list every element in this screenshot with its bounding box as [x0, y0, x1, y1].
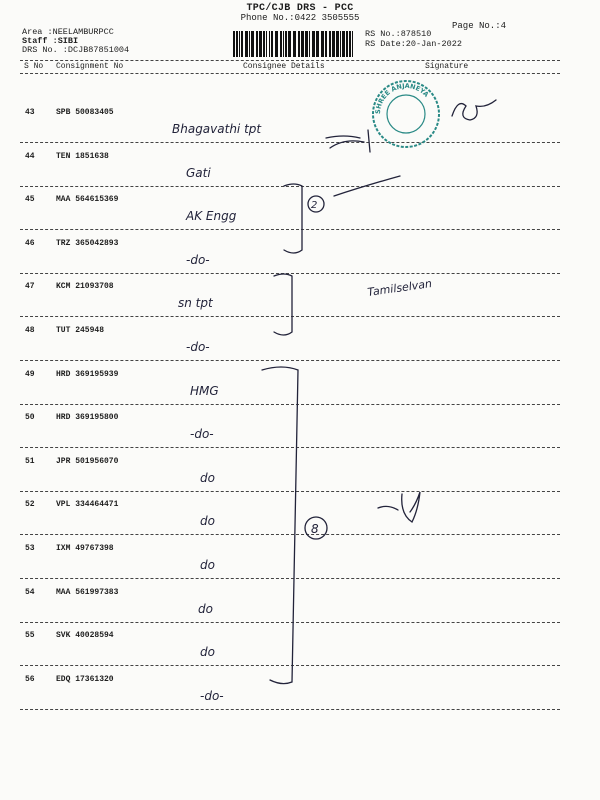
header-divider-top	[20, 60, 560, 61]
barcode-bar	[352, 31, 353, 57]
row-divider	[20, 447, 560, 448]
barcode-bar	[233, 31, 235, 57]
barcode-bar	[321, 31, 324, 57]
consignee-note: -do-	[186, 252, 210, 267]
consignee-note: -do-	[190, 427, 214, 442]
barcode-bar	[298, 31, 300, 57]
barcode-bar	[236, 31, 238, 57]
row-divider	[20, 186, 560, 187]
consignee-note: -do-	[200, 688, 224, 703]
svg-text:SHREE ANJANEYA	[374, 82, 430, 114]
row-divider	[20, 360, 560, 361]
barcode-bar	[285, 31, 287, 57]
row-number: 55	[25, 631, 35, 641]
row-divider	[20, 229, 560, 230]
barcode-bar	[275, 31, 278, 57]
consignee-note: do	[200, 514, 215, 529]
barcode-bar	[288, 31, 291, 57]
row-number: 50	[25, 413, 35, 423]
barcode-bar	[329, 31, 331, 57]
bracket-number-8: 8	[311, 522, 319, 536]
barcode	[233, 31, 355, 57]
consignment-number: SPB 50083405	[56, 108, 114, 117]
barcode-bar	[316, 31, 319, 57]
row-number: 48	[25, 326, 35, 335]
consignment-number: HRD 369195939	[56, 369, 119, 379]
barcode-bar	[269, 31, 270, 57]
rs-number: RS No.:878510	[365, 29, 432, 39]
barcode-bar	[305, 31, 308, 57]
consignee-note: do	[200, 558, 215, 572]
consignee-note: do	[200, 645, 215, 660]
rs-date: RS Date:20-Jan-2022	[365, 39, 462, 49]
barcode-bar	[346, 31, 348, 57]
bracket-number-2: 2	[311, 200, 318, 211]
consignee-note: do	[200, 470, 215, 485]
barcode-bar	[249, 31, 250, 57]
consignment-number: TEN 1851638	[56, 151, 109, 161]
consignment-number: VPL 334464471	[56, 500, 119, 510]
row-number: 44	[25, 151, 35, 161]
barcode-bar	[283, 31, 284, 57]
barcode-bar	[293, 31, 296, 57]
barcode-bar	[325, 31, 327, 57]
area-label: Area :NEELAMBURPCC	[22, 27, 114, 37]
consignee-note: sn tpt	[178, 296, 213, 311]
consignment-number: TUT 245948	[56, 326, 105, 335]
barcode-bar	[332, 31, 335, 57]
consignment-number: HRD 369195800	[56, 413, 119, 423]
barcode-bar	[266, 31, 267, 57]
row-number: 51	[25, 456, 35, 466]
signature-row-53	[378, 492, 420, 522]
signature-row-44	[326, 130, 370, 152]
row-number: 47	[25, 282, 35, 292]
consignment-number: EDQ 17361320	[56, 674, 114, 684]
phone-number: Phone No.:0422 3505555	[240, 13, 360, 23]
barcode-bar	[340, 31, 341, 57]
row-number: 53	[25, 544, 35, 553]
column-header-sno: S No	[24, 62, 44, 71]
row-number: 52	[25, 500, 35, 510]
barcode-bar	[312, 31, 315, 57]
consignee-note: -do-	[186, 340, 210, 354]
row-divider	[20, 491, 560, 492]
consignee-note: do	[198, 601, 213, 616]
row-number: 49	[25, 369, 35, 379]
consignment-number: MAA 561997383	[56, 587, 119, 597]
column-header-signature: Signature	[425, 62, 469, 71]
barcode-bar	[349, 31, 351, 57]
stamp-text: SHREE ANJANEYA	[373, 81, 431, 115]
row-divider	[20, 273, 560, 274]
consignment-number: SVK 40028594	[56, 631, 114, 641]
bracket-49-56	[262, 367, 298, 684]
company-stamp	[370, 78, 442, 150]
row-number: 45	[25, 195, 35, 205]
row-divider	[20, 709, 560, 710]
row-divider	[20, 404, 560, 405]
barcode-bar	[336, 31, 339, 57]
document-title: TPC/CJB DRS - PCC	[246, 3, 354, 14]
consignee-note: Gati	[186, 165, 211, 180]
consignment-number: KCM 21093708	[56, 282, 114, 292]
barcode-bar	[301, 31, 304, 57]
column-header-details: Consignee Details	[243, 62, 325, 71]
column-header-consignment: Consignment No	[56, 62, 124, 71]
staff-label: Staff :SIBI	[22, 36, 79, 46]
consignment-number: TRZ 365042893	[56, 238, 119, 248]
barcode-bar	[241, 31, 243, 57]
bracket-47-48	[274, 274, 292, 335]
barcode-bar	[245, 31, 248, 57]
barcode-bar	[280, 31, 282, 57]
barcode-bar	[251, 31, 254, 57]
consignment-number: MAA 564615369	[56, 195, 119, 205]
consignee-note: AK Engg	[186, 209, 237, 224]
row-divider	[20, 622, 560, 623]
row-divider	[20, 534, 560, 535]
row-divider	[20, 142, 560, 143]
bracket-45-46	[284, 184, 302, 253]
consignee-note: HMG	[190, 383, 219, 398]
row-divider	[20, 316, 560, 317]
row-number: 54	[25, 587, 35, 597]
signer-name: Tamilselvan	[366, 277, 433, 299]
header-divider-bottom	[20, 73, 560, 74]
row-number: 46	[25, 238, 35, 248]
consignment-number: JPR 501956070	[56, 456, 119, 466]
page-number: Page No.:4	[452, 21, 507, 31]
barcode-bar	[259, 31, 262, 57]
barcode-bar	[239, 31, 240, 57]
row-number: 43	[25, 108, 35, 117]
drs-number: DRS No. :DCJB87851004	[22, 45, 130, 55]
barcode-bar	[263, 31, 265, 57]
barcode-bar	[256, 31, 258, 57]
row-divider	[20, 665, 560, 666]
barcode-bar	[342, 31, 345, 57]
barcode-bar	[309, 31, 310, 57]
row-divider	[20, 578, 560, 579]
barcode-bar	[271, 31, 273, 57]
row-number: 56	[25, 674, 35, 684]
consignment-number: IXM 49767398	[56, 544, 114, 553]
signature-row-43	[452, 100, 496, 120]
consignee-note: Bhagavathi tpt	[172, 122, 262, 136]
